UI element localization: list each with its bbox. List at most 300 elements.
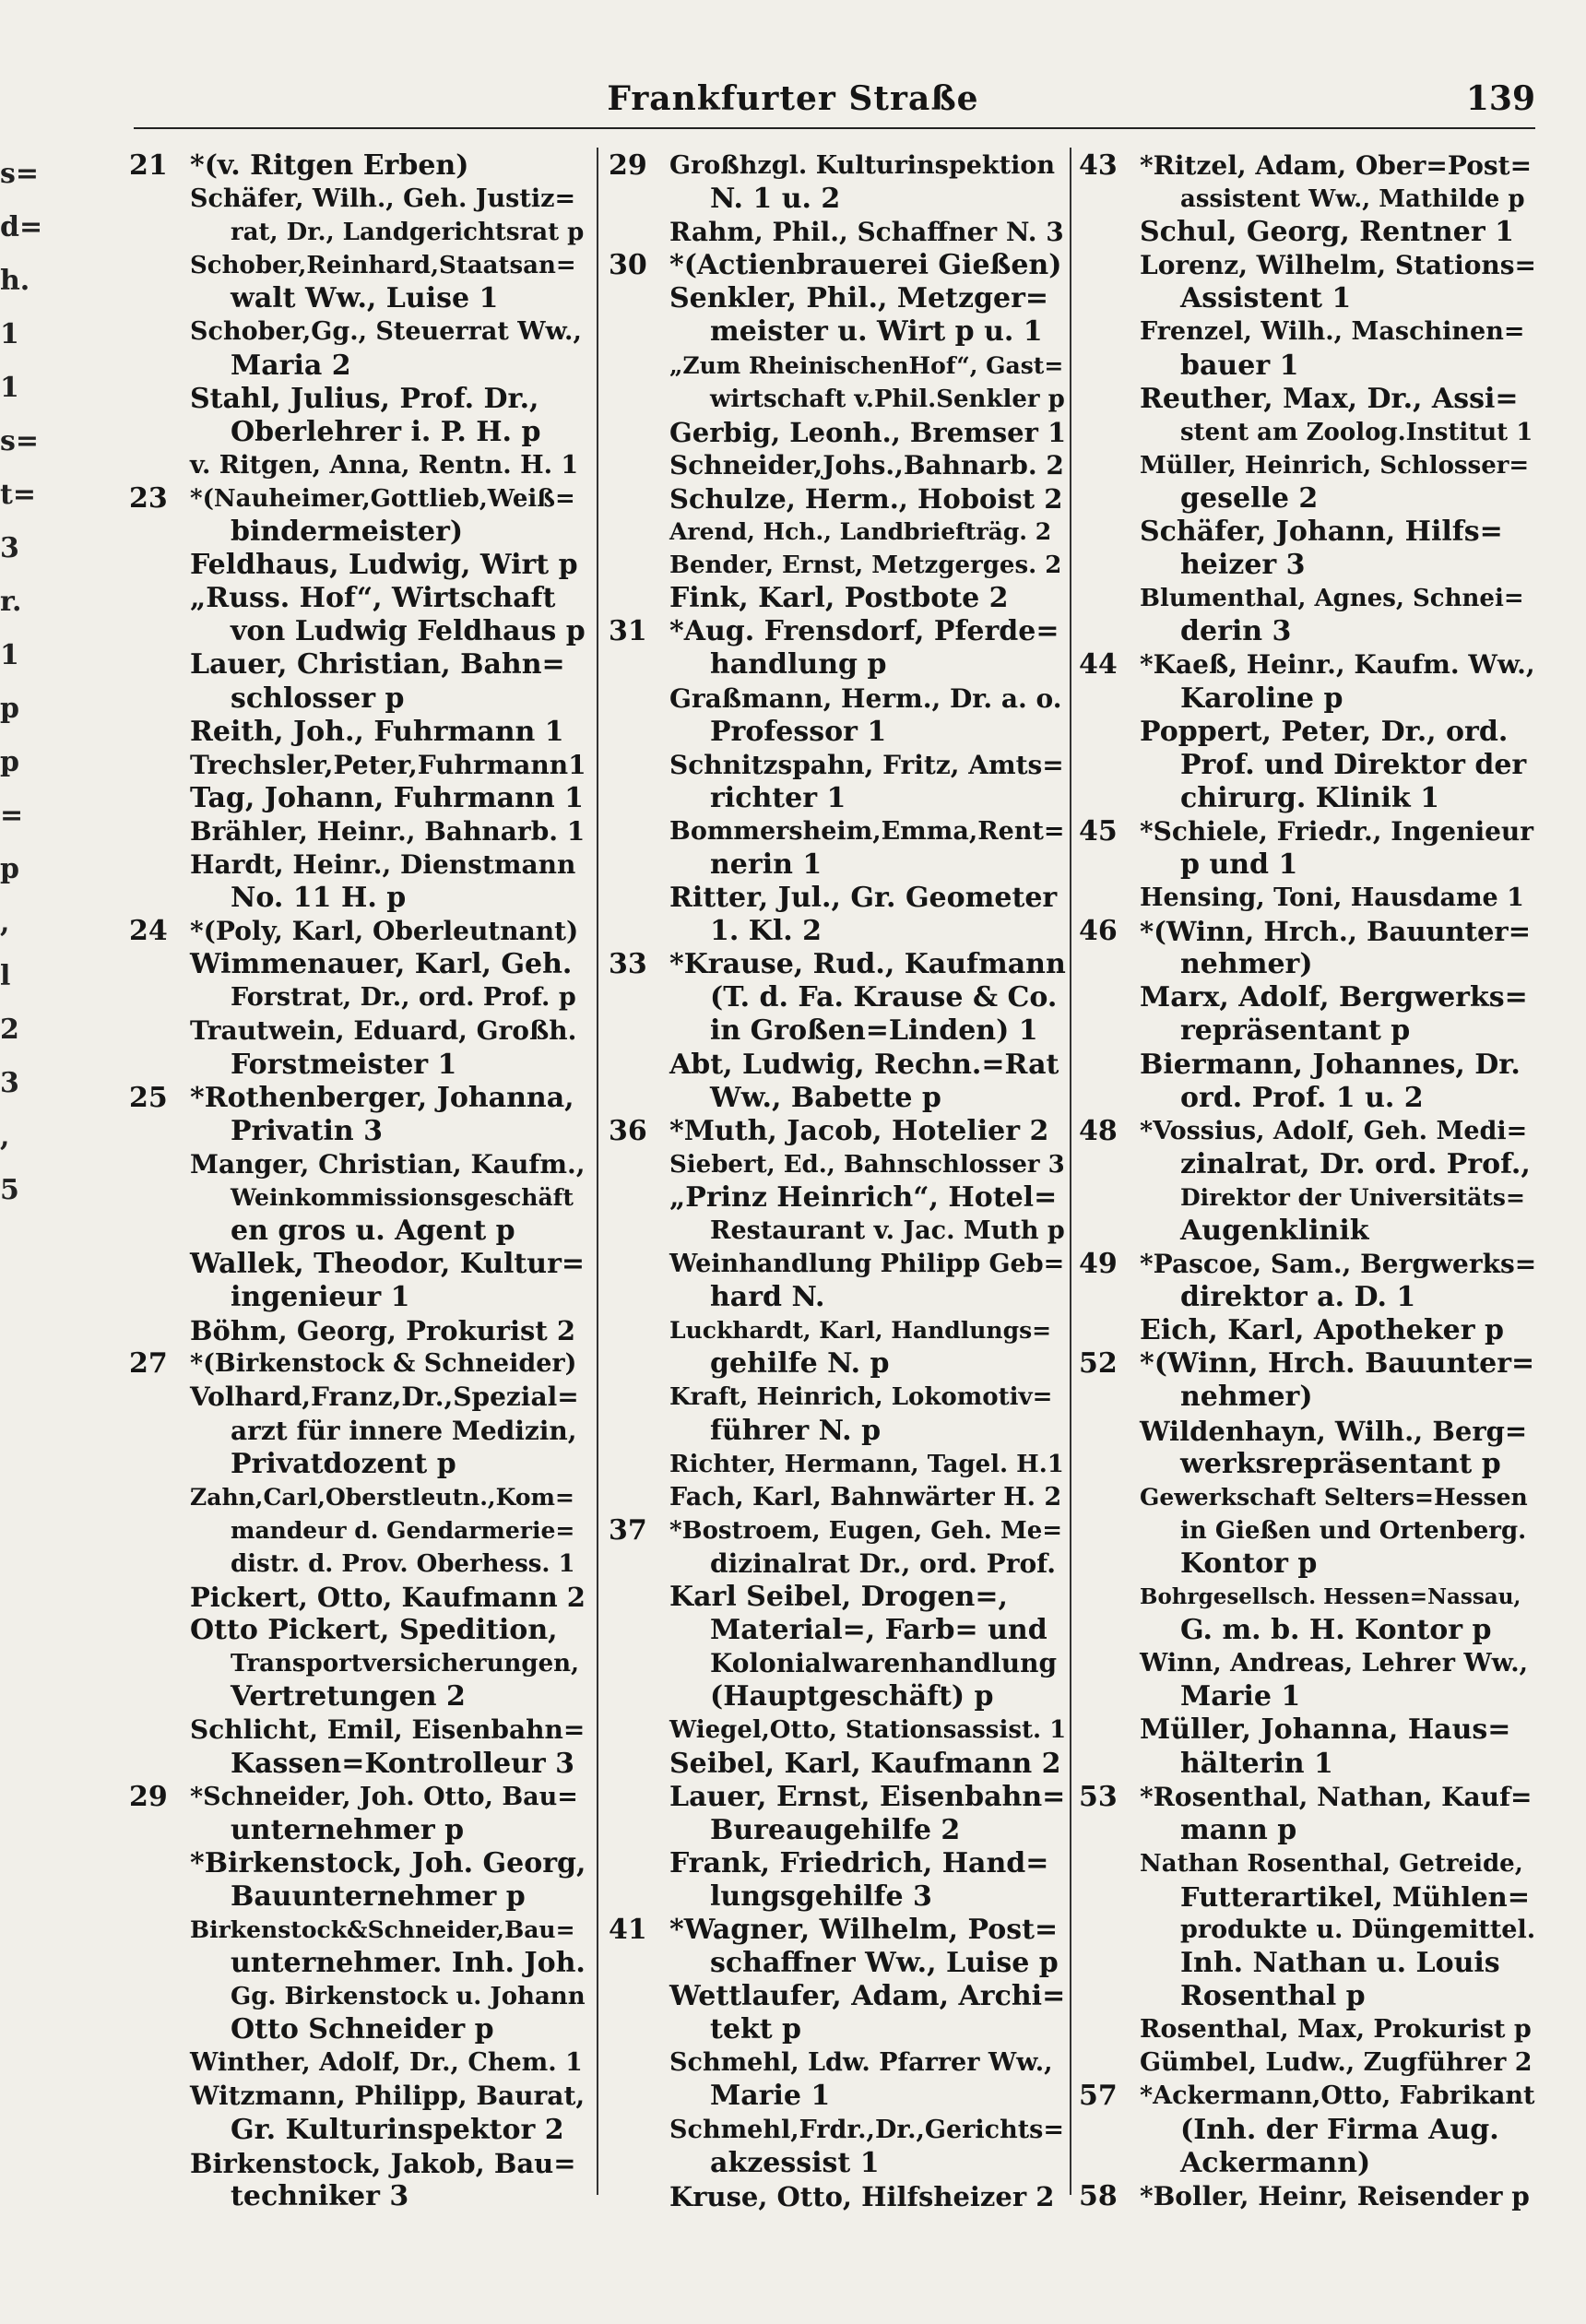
entry-text: *Ackermann,Otto, Fabrikant xyxy=(1140,2081,1535,2111)
house-number: 43 xyxy=(1079,149,1118,182)
margin-fragment: p xyxy=(0,746,19,778)
entry-continuation xyxy=(1079,1947,1540,1980)
entry-continuation xyxy=(1079,1614,1540,1647)
resident-entry xyxy=(609,1847,1070,1880)
entry-text: *Schiele, Friedr., Ingenieur xyxy=(1140,815,1534,847)
entry-continuation xyxy=(129,1748,590,1781)
resident-entry xyxy=(609,682,1070,716)
entry-text: Schober,Gg., Steuerrat Ww., xyxy=(190,317,582,347)
entry-text: stent am Zoolog.Institut 1 xyxy=(1180,418,1533,446)
house-number-entry xyxy=(129,1781,590,1814)
entry-continuation xyxy=(609,2013,1070,2046)
entry-text: von Ludwig Feldhaus p xyxy=(231,615,586,648)
entry-text: *(v. Ritgen Erben) xyxy=(190,149,469,182)
entry-text: Rahm, Phil., Schaffner N. 3 xyxy=(669,217,1064,248)
margin-fragment: p xyxy=(0,853,19,885)
entry-text: Marie 1 xyxy=(1180,1680,1301,1713)
entry-text: Weinkommissionsgeschäft xyxy=(231,1183,574,1211)
entry-continuation xyxy=(609,183,1070,216)
entry-text: *Muth, Jacob, Hotelier 2 xyxy=(669,1114,1049,1147)
directory-column-1 xyxy=(129,149,590,2213)
entry-continuation xyxy=(1079,1748,1540,1781)
resident-entry xyxy=(609,1481,1070,1514)
entry-text: Karoline p xyxy=(1180,682,1343,715)
entry-text: walt Ww., Luise 1 xyxy=(231,282,499,315)
entry-text: Privatdozent p xyxy=(231,1447,456,1480)
entry-continuation xyxy=(129,1181,590,1215)
resident-entry xyxy=(129,315,590,349)
resident-entry xyxy=(609,749,1070,782)
entry-text: gehilfe N. p xyxy=(710,1347,890,1381)
entry-text: Trechsler,Peter,Fuhrmann1 xyxy=(190,749,586,780)
entry-continuation xyxy=(129,1215,590,1248)
entry-text: nerin 1 xyxy=(710,848,823,881)
entry-text: Wiegel,Otto, Stationsassist. 1 xyxy=(669,1716,1067,1745)
resident-entry xyxy=(609,1049,1070,1082)
entry-continuation xyxy=(129,1514,590,1547)
entry-text: G. m. b. H. Kontor p xyxy=(1180,1614,1492,1647)
entry-continuation xyxy=(609,1614,1070,1647)
resident-entry xyxy=(1079,1415,1540,1448)
entry-text: arzt für innere Medizin, xyxy=(231,1415,577,1446)
resident-entry xyxy=(609,549,1070,582)
entry-continuation xyxy=(609,716,1070,749)
resident-entry xyxy=(609,2046,1070,2080)
entry-text: v. Ritgen, Anna, Rentn. H. 1 xyxy=(190,450,579,480)
page-number: 139 xyxy=(1465,79,1535,118)
margin-fragment: h. xyxy=(0,265,30,297)
house-number-entry xyxy=(609,1514,1070,1547)
resident-entry xyxy=(129,782,590,815)
resident-entry xyxy=(129,1148,590,1181)
entry-text: derin 3 xyxy=(1180,615,1292,648)
entry-text: Lorenz, Wilhelm, Stations= xyxy=(1140,250,1536,281)
entry-text: Schober,Reinhard,Staatsan= xyxy=(190,252,576,280)
entry-text: Müller, Johanna, Haus= xyxy=(1140,1713,1511,1747)
resident-entry xyxy=(1079,449,1540,482)
resident-entry xyxy=(609,1781,1070,1814)
entry-text: Kolonialwarenhandlung xyxy=(710,1648,1058,1679)
entry-text: Zahn,Carl,Oberstleutn.,Kom= xyxy=(190,1483,574,1511)
entry-continuation xyxy=(129,1415,590,1448)
entry-text: Böhm, Georg, Prokurist 2 xyxy=(190,1315,576,1347)
margin-fragment: l xyxy=(0,960,11,992)
entry-text: Birkenstock&Schneider,Bau= xyxy=(190,1915,575,1943)
resident-entry xyxy=(1079,216,1540,249)
house-number: 37 xyxy=(609,1513,647,1547)
resident-entry xyxy=(129,582,590,615)
resident-entry xyxy=(129,716,590,749)
entry-text: geselle 2 xyxy=(1180,481,1319,515)
entry-continuation xyxy=(129,2180,590,2213)
resident-entry xyxy=(609,1581,1070,1614)
entry-continuation xyxy=(129,2013,590,2046)
entry-text: dizinalrat Dr., ord. Prof. xyxy=(710,1547,1056,1579)
entry-text: Frank, Friedrich, Hand= xyxy=(669,1846,1049,1879)
entry-text: Oberlehrer i. P. H. p xyxy=(231,415,541,448)
house-number: 24 xyxy=(129,915,168,948)
entry-continuation xyxy=(609,1814,1070,1847)
entry-continuation xyxy=(609,648,1070,682)
entry-continuation xyxy=(1079,1880,1540,1914)
house-number-entry xyxy=(1079,1347,1540,1381)
entry-text: *(Actienbrauerei Gießen) xyxy=(669,249,1062,282)
resident-entry xyxy=(129,749,590,782)
entry-text: Ackermann) xyxy=(1180,2146,1371,2179)
entry-text: p und 1 xyxy=(1180,848,1298,881)
resident-entry xyxy=(129,2080,590,2113)
entry-text: *(Birkenstock & Schneider) xyxy=(190,1349,577,1379)
entry-continuation xyxy=(1079,1148,1540,1181)
entry-text: richter 1 xyxy=(710,781,846,814)
house-number-entry xyxy=(1079,1115,1540,1148)
house-number: 45 xyxy=(1079,814,1118,848)
entry-text: Schmehl,Frdr.,Dr.,Gerichts= xyxy=(669,2115,1064,2144)
entry-text: *(Nauheimer,Gottlieb,Weiß= xyxy=(190,484,575,513)
entry-continuation xyxy=(609,915,1070,948)
margin-fragment: r. xyxy=(0,586,22,618)
entry-text: mann p xyxy=(1180,1813,1297,1846)
margin-fragment: , xyxy=(0,907,10,939)
entry-text: *Rosenthal, Nathan, Kauf= xyxy=(1140,1781,1533,1812)
resident-entry xyxy=(129,848,590,882)
resident-entry xyxy=(129,1481,590,1514)
house-number: 25 xyxy=(129,1081,168,1114)
house-number: 44 xyxy=(1079,648,1118,682)
entry-text: Bohrgesellsch. Hessen=Nassau, xyxy=(1140,1584,1521,1610)
house-number: 58 xyxy=(1079,2179,1118,2212)
entry-text: Professor 1 xyxy=(710,715,887,748)
entry-text: Tag, Johann, Fuhrmann 1 xyxy=(190,781,585,814)
entry-text: Restaurant v. Jac. Muth p xyxy=(710,1216,1065,1245)
house-number-entry xyxy=(1079,815,1540,848)
entry-text: Feldhaus, Ludwig, Wirt p xyxy=(190,549,578,582)
entry-text: Graßmann, Herm., Dr. a. o. xyxy=(669,682,1062,714)
entry-continuation xyxy=(609,1014,1070,1048)
house-number: 41 xyxy=(609,1913,647,1946)
entry-text: Kassen=Kontrolleur 3 xyxy=(231,1747,575,1780)
entry-continuation xyxy=(1079,2114,1540,2147)
entry-continuation xyxy=(609,1547,1070,1581)
entry-text: mandeur d. Gendarmerie= xyxy=(231,1516,575,1544)
entry-text: Müller, Heinrich, Schlosser= xyxy=(1140,451,1530,480)
resident-entry xyxy=(609,1148,1070,1181)
entry-text: Maria 2 xyxy=(231,349,351,382)
house-number-entry xyxy=(129,1347,590,1381)
entry-text: wirtschaft v.Phil.Senkler p xyxy=(710,385,1065,413)
entry-continuation xyxy=(1079,282,1540,315)
entry-continuation xyxy=(1079,1680,1540,1713)
entry-text: lungsgehilfe 3 xyxy=(710,1879,932,1913)
margin-fragment: 1 xyxy=(0,318,19,350)
resident-entry xyxy=(609,449,1070,482)
resident-entry xyxy=(1079,1481,1540,1514)
house-number-entry xyxy=(1079,1781,1540,1814)
resident-entry xyxy=(129,1014,590,1048)
entry-text: Volhard,Franz,Dr.,Spezial= xyxy=(190,1381,579,1413)
house-number-entry xyxy=(129,482,590,516)
entry-text: schaffner Ww., Luise p xyxy=(710,1947,1059,1980)
resident-entry xyxy=(129,1847,590,1880)
entry-text: *Krause, Rud., Kaufmann xyxy=(669,948,1066,981)
house-number: 46 xyxy=(1079,915,1118,948)
entry-text: Winn, Andreas, Lehrer Ww., xyxy=(1140,1649,1528,1678)
house-number-entry xyxy=(609,615,1070,648)
entry-text: ingenieur 1 xyxy=(231,1281,410,1314)
entry-continuation xyxy=(609,383,1070,416)
resident-entry xyxy=(1079,1847,1540,1880)
entry-text: Kruse, Otto, Hilfsheizer 2 xyxy=(669,2180,1055,2212)
resident-entry xyxy=(1079,1713,1540,1747)
entry-continuation xyxy=(129,1647,590,1680)
entry-continuation xyxy=(1079,1181,1540,1215)
entry-text: Frenzel, Wilh., Maschinen= xyxy=(1140,317,1525,347)
entry-text: bindermeister) xyxy=(231,516,464,549)
margin-fragment: 1 xyxy=(0,639,19,671)
resident-entry xyxy=(129,249,590,282)
entry-continuation xyxy=(129,1448,590,1481)
entry-text: in Gießen und Ortenberg. xyxy=(1180,1516,1527,1545)
entry-continuation xyxy=(1079,1215,1540,1248)
resident-entry xyxy=(129,1581,590,1614)
entry-text: *Aug. Frensdorf, Pferde= xyxy=(669,615,1059,648)
entry-text: Transportversicherungen, xyxy=(231,1650,580,1678)
entry-text: Kraft, Heinrich, Lokomotiv= xyxy=(669,1383,1053,1412)
entry-continuation xyxy=(1079,749,1540,782)
entry-text: Bauunternehmer p xyxy=(231,1879,526,1913)
entry-text: meister u. Wirt p u. 1 xyxy=(710,315,1043,349)
entry-continuation xyxy=(1079,615,1540,648)
entry-text: techniker 3 xyxy=(231,2179,409,2212)
entry-text: Wildenhayn, Wilh., Berg= xyxy=(1140,1415,1528,1447)
entry-continuation xyxy=(1079,549,1540,582)
margin-fragment: s= xyxy=(0,425,40,457)
house-number-entry xyxy=(609,948,1070,981)
resident-entry xyxy=(609,1980,1070,2013)
entry-text: nehmer) xyxy=(1180,1381,1313,1414)
resident-entry xyxy=(129,549,590,582)
entry-continuation xyxy=(609,1415,1070,1448)
entry-text: schlosser p xyxy=(231,682,405,715)
entry-text: Lauer, Ernst, Eisenbahn= xyxy=(669,1780,1066,1813)
entry-text: Seibel, Karl, Kaufmann 2 xyxy=(669,1747,1061,1780)
entry-continuation xyxy=(1079,1814,1540,1847)
entry-continuation xyxy=(1079,948,1540,981)
margin-fragment: t= xyxy=(0,479,36,511)
resident-entry xyxy=(609,1181,1070,1215)
entry-text: 1. Kl. 2 xyxy=(710,915,822,948)
entry-text: unternehmer. Inh. Joh. xyxy=(231,1947,586,1980)
entry-text: Eich, Karl, Apotheker p xyxy=(1140,1314,1504,1347)
house-number: 21 xyxy=(129,149,168,182)
entry-text: Otto Schneider p xyxy=(231,2013,494,2046)
entry-text: Gg. Birkenstock u. Johann xyxy=(231,1983,586,2011)
margin-fragment: , xyxy=(0,1120,10,1153)
margin-fragment: d= xyxy=(0,211,43,243)
house-number-entry xyxy=(1079,2080,1540,2113)
entry-continuation xyxy=(609,1947,1070,1980)
entry-text: *Pascoe, Sam., Bergwerks= xyxy=(1140,1249,1537,1280)
entry-text: Manger, Christian, Kaufm., xyxy=(190,1148,586,1180)
entry-text: akzessist 1 xyxy=(710,2146,880,2179)
entry-continuation xyxy=(129,516,590,549)
resident-entry xyxy=(129,1381,590,1414)
entry-text: Schneider,Johs.,Bahnarb. 2 xyxy=(669,449,1064,480)
entry-text: produkte u. Düngemittel. xyxy=(1180,1915,1536,1944)
resident-entry xyxy=(129,1713,590,1747)
entry-continuation xyxy=(609,782,1070,815)
entry-text: Schäfer, Johann, Hilfs= xyxy=(1140,516,1503,549)
resident-entry xyxy=(129,1248,590,1281)
entry-text: *(Poly, Karl, Oberleutnant) xyxy=(190,916,579,947)
resident-entry xyxy=(129,449,590,482)
entry-text: Lauer, Christian, Bahn= xyxy=(190,648,565,682)
resident-entry xyxy=(609,1713,1070,1747)
entry-continuation xyxy=(1079,2147,1540,2180)
entry-continuation xyxy=(609,1880,1070,1914)
resident-entry xyxy=(609,1248,1070,1281)
entry-text: Gerbig, Leonh., Bremser 1 xyxy=(669,416,1067,448)
house-number: 53 xyxy=(1079,1780,1118,1813)
house-number-entry xyxy=(609,249,1070,282)
entry-continuation xyxy=(609,1082,1070,1115)
entry-continuation xyxy=(1079,1914,1540,1947)
entry-continuation xyxy=(1079,782,1540,815)
entry-continuation xyxy=(129,1947,590,1980)
margin-fragment: 5 xyxy=(0,1174,19,1206)
house-number-entry xyxy=(609,149,1070,183)
entry-continuation xyxy=(1079,482,1540,516)
entry-text: Siebert, Ed., Bahnschlosser 3 xyxy=(669,1150,1065,1179)
entry-continuation xyxy=(1079,183,1540,216)
resident-entry xyxy=(1079,516,1540,549)
entry-continuation xyxy=(609,1215,1070,1248)
entry-text: Stahl, Julius, Prof. Dr., xyxy=(190,382,539,415)
resident-entry xyxy=(609,416,1070,449)
resident-entry xyxy=(1079,249,1540,282)
entry-text: Ww., Babette p xyxy=(710,1081,941,1114)
entry-continuation xyxy=(1079,1281,1540,1314)
entry-continuation xyxy=(129,1814,590,1847)
entry-text: Forstmeister 1 xyxy=(231,1048,457,1081)
resident-entry xyxy=(1079,2013,1540,2046)
entry-text: Fink, Karl, Postbote 2 xyxy=(669,582,1009,615)
house-number: 33 xyxy=(609,948,647,981)
entry-continuation xyxy=(1079,1014,1540,1048)
entry-text: Vertretungen 2 xyxy=(231,1680,466,1713)
entry-continuation xyxy=(129,682,590,716)
house-number: 23 xyxy=(129,481,168,515)
entry-continuation xyxy=(609,315,1070,349)
entry-continuation xyxy=(609,1281,1070,1314)
entry-text: Birkenstock, Jakob, Bau= xyxy=(190,2147,576,2179)
entry-continuation xyxy=(129,416,590,449)
house-number-entry xyxy=(129,915,590,948)
entry-text: Prof. und Direktor der xyxy=(1180,748,1527,781)
entry-continuation xyxy=(129,350,590,383)
directory-column-3 xyxy=(1079,149,1540,2213)
entry-text: Hardt, Heinr., Dienstmann xyxy=(190,848,576,880)
entry-text: Schlicht, Emil, Eisenbahn= xyxy=(190,1714,586,1746)
house-number: 31 xyxy=(609,615,647,648)
house-number: 49 xyxy=(1079,1248,1118,1281)
page-title: Frankfurter Straße xyxy=(607,79,979,118)
entry-text: Trautwein, Eduard, Großh. xyxy=(190,1015,577,1047)
entry-text: Gr. Kulturinspektor 2 xyxy=(231,2113,564,2146)
entry-text: Bommersheim,Emma,Rent= xyxy=(669,816,1065,846)
entry-text: *Vossius, Adolf, Geh. Medi= xyxy=(1140,1116,1528,1145)
resident-entry xyxy=(129,383,590,416)
entry-continuation xyxy=(1079,1082,1540,1115)
entry-text: Schul, Georg, Rentner 1 xyxy=(1140,216,1514,249)
entry-text: Marx, Adolf, Bergwerks= xyxy=(1140,981,1528,1014)
entry-text: Blumenthal, Agnes, Schnei= xyxy=(1140,585,1524,613)
entry-text: Winther, Adolf, Dr., Chem. 1 xyxy=(190,2048,583,2078)
entry-text: Inh. Nathan u. Louis xyxy=(1180,1947,1500,1980)
entry-continuation xyxy=(129,615,590,648)
resident-entry xyxy=(609,2180,1070,2213)
entry-text: Wimmenauer, Karl, Geh. xyxy=(190,948,573,981)
entry-text: heizer 3 xyxy=(1180,549,1306,582)
entry-text: Fach, Karl, Bahnwärter H. 2 xyxy=(669,1482,1062,1512)
entry-text: Kontor p xyxy=(1180,1547,1318,1580)
entry-continuation xyxy=(129,1115,590,1148)
resident-entry xyxy=(609,1314,1070,1347)
entry-text: Marie 1 xyxy=(710,2080,831,2113)
house-number-entry xyxy=(1079,2180,1540,2213)
entry-text: *(Winn, Hrch. Bauunter= xyxy=(1140,1347,1535,1381)
entry-continuation xyxy=(1079,848,1540,882)
resident-entry xyxy=(129,1914,590,1947)
resident-entry xyxy=(609,1448,1070,1481)
entry-text: (T. d. Fa. Krause & Co. xyxy=(710,981,1058,1014)
entry-text: ord. Prof. 1 u. 2 xyxy=(1180,1081,1424,1114)
entry-text: Futterartikel, Mühlen= xyxy=(1180,1880,1531,1913)
entry-text: handlung p xyxy=(710,648,887,682)
entry-continuation xyxy=(609,2147,1070,2180)
resident-entry xyxy=(609,482,1070,516)
entry-text: *(Winn, Hrch., Bauunter= xyxy=(1140,916,1532,948)
entry-text: Assistent 1 xyxy=(1180,282,1352,315)
entry-text: führer N. p xyxy=(710,1414,882,1447)
entry-continuation xyxy=(129,1680,590,1713)
entry-text: Arend, Hch., Landbriefträg. 2 xyxy=(669,518,1052,546)
entry-text: *Ritzel, Adam, Ober=Post= xyxy=(1140,150,1533,181)
entry-text: (Hauptgeschäft) p xyxy=(710,1680,994,1713)
resident-entry xyxy=(1079,383,1540,416)
entry-text: *Schneider, Joh. Otto, Bau= xyxy=(190,1782,578,1811)
resident-entry xyxy=(609,216,1070,249)
entry-text: Pickert, Otto, Kaufmann 2 xyxy=(190,1582,586,1614)
entry-text: Hensing, Toni, Hausdame 1 xyxy=(1140,883,1524,913)
entry-continuation xyxy=(129,1980,590,2013)
entry-text: Forstrat, Dr., ord. Prof. p xyxy=(231,983,576,1013)
house-number: 29 xyxy=(129,1780,168,1813)
margin-fragment: 3 xyxy=(0,1067,19,1099)
entry-text: Privatin 3 xyxy=(231,1114,384,1147)
house-number-entry xyxy=(1079,1248,1540,1281)
entry-text: direktor a. D. 1 xyxy=(1180,1281,1416,1314)
entry-text: zinalrat, Dr. ord. Prof., xyxy=(1180,1147,1531,1180)
entry-text: (Inh. der Firma Aug. xyxy=(1180,2113,1499,2146)
entry-text: Karl Seibel, Drogen=, xyxy=(669,1581,1008,1614)
resident-entry xyxy=(609,350,1070,383)
entry-continuation xyxy=(1079,1381,1540,1414)
entry-text: Senkler, Phil., Metzger= xyxy=(669,282,1049,315)
entry-text: Direktor der Universitäts= xyxy=(1180,1183,1525,1211)
entry-continuation xyxy=(129,981,590,1014)
resident-entry xyxy=(129,2147,590,2180)
